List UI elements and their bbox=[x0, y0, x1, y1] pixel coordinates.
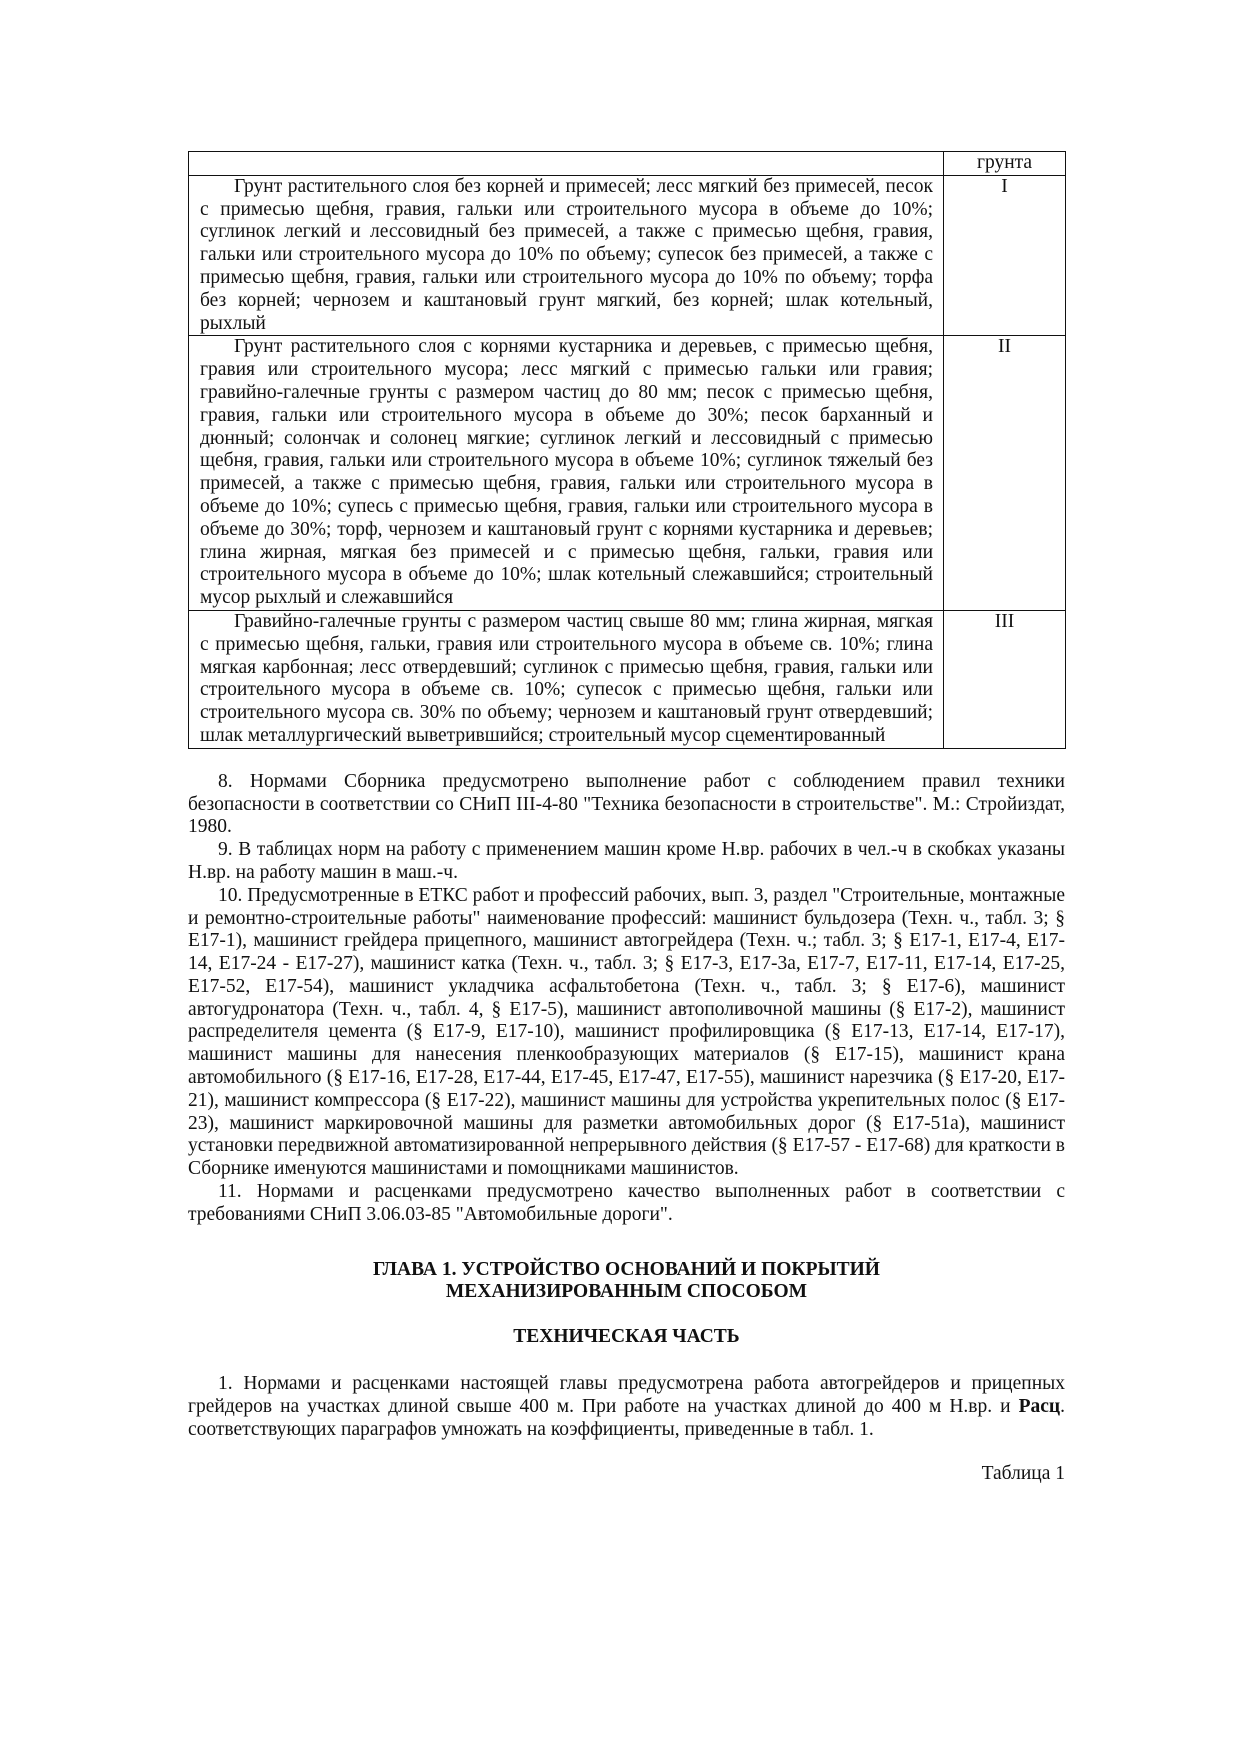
paragraph-1 bbox=[188, 1373, 1065, 1441]
section-title: ТЕХНИЧЕСКАЯ ЧАСТЬ bbox=[513, 1326, 740, 1348]
soil-group: II bbox=[944, 336, 1066, 611]
soil-group: III bbox=[944, 610, 1066, 748]
paragraph-1-text-end: . соответствующих параграфов умножать на коэффициенты, приведенные в табл. 1. bbox=[188, 1395, 1065, 1440]
soil-description: Грунт растительного слоя без корней и примесей; лесс мягкий без примесей, песок с примесью щебня, гравия, гальки или строительного мусора в объеме до 10%; суглинок легкий и лессовидный без примесей, а также с примесью щебня, гравия, гальки или строительного мусора до 10% по объему; супесок без примесей, а также с примесью щебня, гравия, гальки или строительного мусора до 10% по объему; торфа без корней; чернозем и каштановый грунт мягкий, без корней; шлак котельный, рыхлый bbox=[189, 175, 944, 336]
note-11: 11. Нормами и расценками предусмотрено качество выполненных работ в соответствии с требованиями СНиП 3.06.03-85 "Автомобильные дороги". bbox=[188, 1181, 1065, 1225]
table-row bbox=[189, 336, 1066, 611]
note-8: 8. Нормами Сборника предусмотрено выполнение работ с соблюдением правил техники безопасности в соответствии со СНиП III-4-80 "Техника безопасности в строительстве". М.: Стройиздат, 1980. bbox=[188, 770, 1065, 838]
soil-description: Гравийно-галечные грунты с размером частиц свыше 80 мм; глина жирная, мягкая с примесью щебня, гальки, гравия или строительного мусора в объеме св. 10%; глина мягкая карбонная; лесс отвердевший; суглинок с примесью щебня, гравия, гальки или строительного мусора в объеме св. 10%; супесок с примесью щебня, гальки или строительного мусора св. 30% по объему; чернозем и каштановый грунт отвердевший; шлак металлургический выветрившийся; строительный мусор сцементированный bbox=[189, 610, 944, 748]
table-row bbox=[189, 610, 1066, 748]
table-header-row bbox=[189, 152, 1066, 176]
notes-section bbox=[188, 771, 1065, 1227]
soil-group: I bbox=[944, 175, 1066, 336]
paragraph-1-bold-term: Расц bbox=[1018, 1395, 1061, 1417]
chapter-title-line2: МЕХАНИЗИРОВАННЫМ СПОСОБОМ bbox=[445, 1281, 808, 1303]
soil-description: Грунт растительного слоя с корнями кустарника и деревьев, с примесью щебня, гравия или строительного мусора; лесс мягкий с примесью гальки или гравия; гравийно-галечные грунты с размером частиц до 80 мм; песок с примесью щебня, гравия, гальки или строительного мусора в объеме до 30%; песок барханный и дюнный; солончак и солонец мягкие; суглинок легкий и лессовидный с примесью щебня, гравия, гальки или строительного мусора в объеме 10%; суглинок тяжелый без примесей, а также с примесью щебня, гравия, гальки или строительного мусора в объеме до 10%; супесь с примесью щебня, гравия, гальки или строительного мусора в объеме до 30%; торф, чернозем и каштановый грунт с корнями кустарника и деревьев; глина жирная, мягкая без примесей и с примесью щебня, гальки, гравия или строительного мусора в объеме до 10%; шлак котельный слежавшийся; строительный мусор рыхлый и слежавшийся bbox=[189, 336, 944, 611]
table-header-group-cell: грунта bbox=[944, 152, 1066, 176]
table-header-empty-cell bbox=[189, 152, 944, 176]
table-label: Таблица 1 bbox=[981, 1463, 1065, 1485]
chapter-title-line1: ГЛАВА 1. УСТРОЙСТВО ОСНОВАНИЙ И ПОКРЫТИЙ bbox=[373, 1258, 880, 1280]
paragraph-1-text: 1. Нормами и расценками настоящей главы предусмотрена работа автогрейдеров и прицепных грейдеров на участках длиной свыше 400 м. При работе на участках длиной до 400 м Н.вр. и bbox=[188, 1373, 1065, 1417]
chapter-title bbox=[188, 1259, 1065, 1305]
soil-group-table bbox=[188, 151, 1066, 749]
note-9: 9. В таблицах норм на работу с применением машин кроме Н.вр. рабочих в чел.-ч в скобках указаны Н.вр. на работу машин в маш.-ч. bbox=[188, 839, 1065, 883]
page-content bbox=[188, 151, 1065, 1486]
table-row bbox=[189, 175, 1066, 336]
note-10: 10. Предусмотренные в ЕТКС работ и профессий рабочих, вып. 3, раздел "Строительные, монтажные и ремонтно-строительные работы" наименование профессий: машинист бульдозера (Техн. ч., табл. 3; § Е17-1), машинист грейдера прицепного, машинист автогрейдера (Техн. ч.; табл. 3; § Е17-1, Е17-4, Е17-14, Е17-24 - Е17-27), машинист катка (Техн. ч., табл. 3; § Е17-3, Е17-3а, Е17-7, Е17-11, Е17-14, Е17-25, Е17-52, Е17-54), машинист укладчика асфальтобетона (Техн. ч., табл. 3; § Е17-6), машинист автогудронатора (Техн. ч., табл. 4, § Е17-5), машинист автополивочной машины (§ Е17-2), машинист распределителя цемента (§ Е17-9, Е17-10), машинист профилировщика (§ Е17-13, Е17-14, Е17-17), машинист машины для нанесения пленкообразующих материалов (§ Е17-15), машинист крана автомобильного (§ Е17-16, Е17-28, Е17-44, Е17-45, Е17-47, Е17-55), машинист нарезчика (§ Е17-20, Е17-21), машинист компрессора (§ Е17-22), машинист машины для устройства укрепительных полос (§ Е17-23), машинист маркировочной машины для разметки автомобильных дорог (§ Е17-51а), машинист установки передвижной автоматизированной непрерывного действия (§ Е17-57 - Е17-68) для краткости в Сборнике именуются машинистами и помощниками машинистов. bbox=[188, 884, 1065, 1180]
